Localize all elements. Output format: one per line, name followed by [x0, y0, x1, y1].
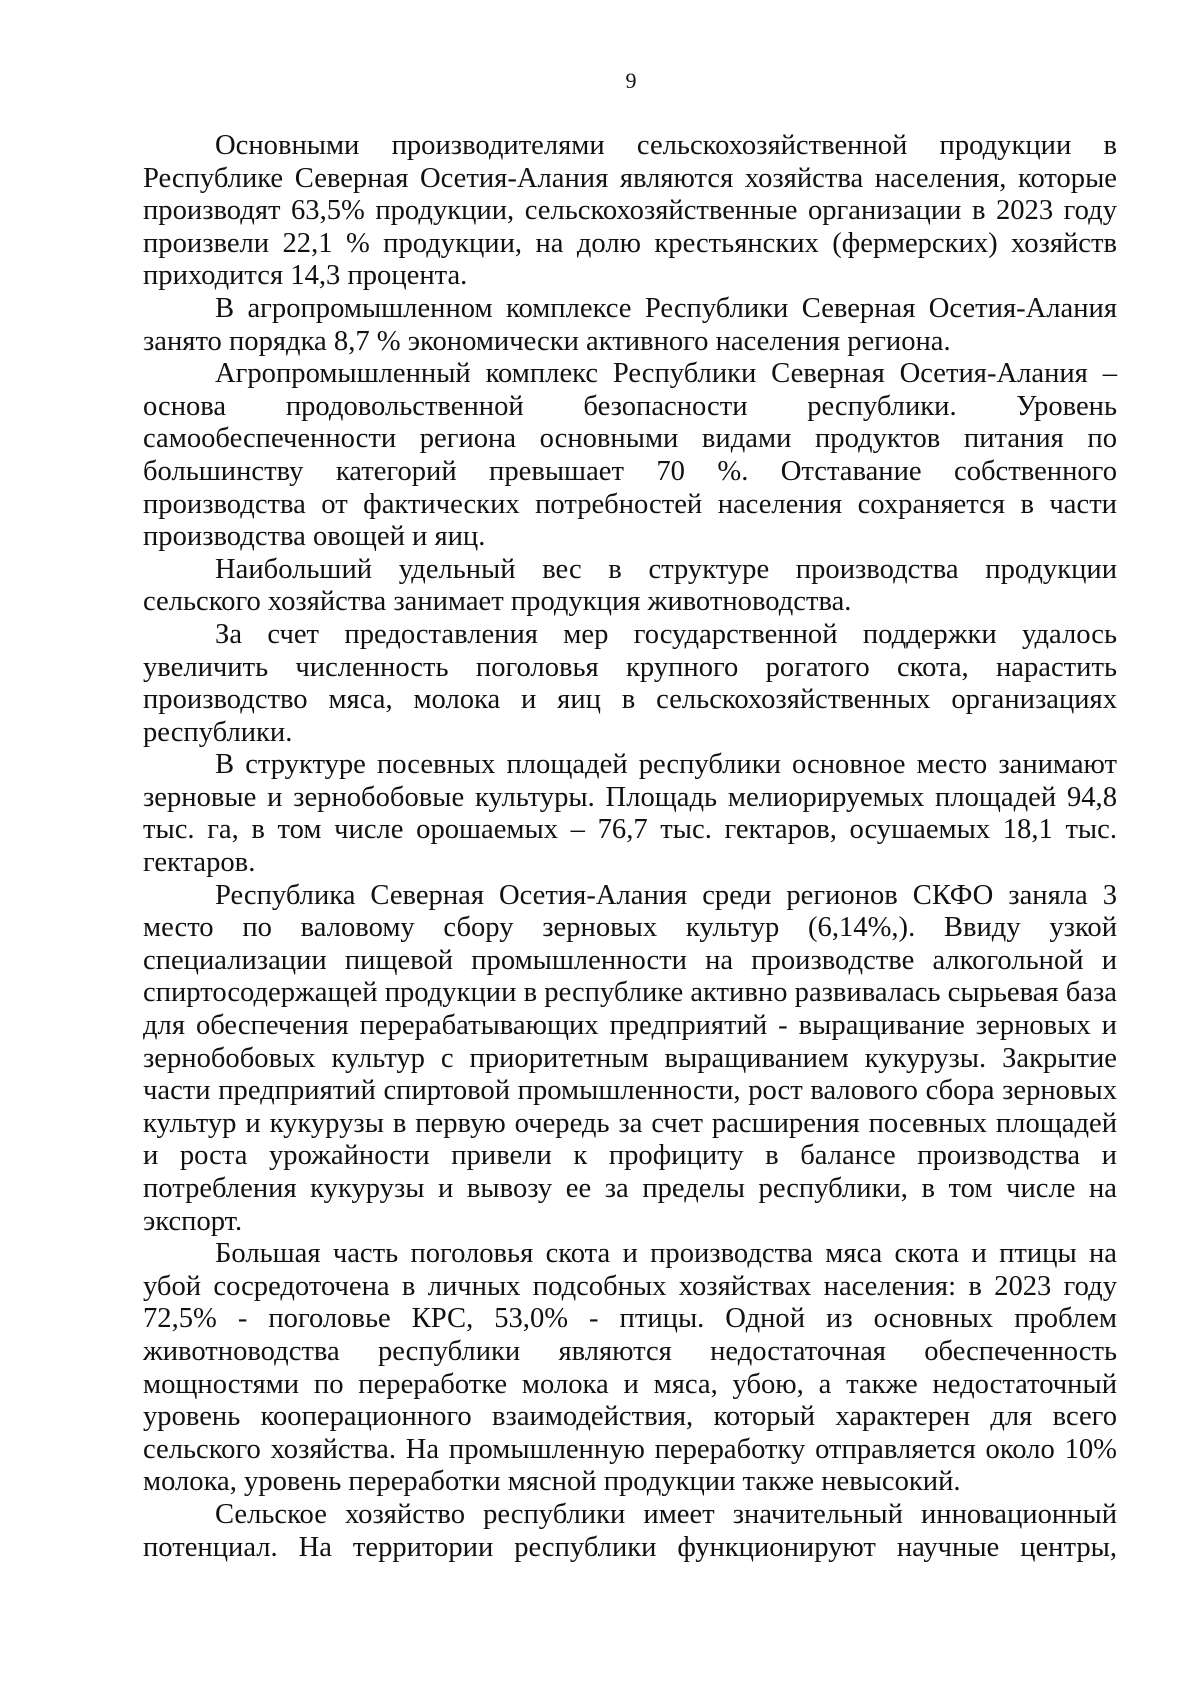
paragraph-sown-areas: В структуре посевных площадей республики основное место занимают зерновые и зернобобовые культуры. Площадь мелиорируемых площадей 94,8 тыс. га, в том числе орошаемых – 76,7 тыс. гектаров, осушаемых 18,1 тыс. гектаров.: [143, 749, 1117, 879]
paragraph-food-security: Агропромышленный комплекс Республики Северная Осетия-Алания – основа продовольственной безопасности республики. Уровень самообеспеченности региона основными видами продуктов питания по большинству категорий превышает 70 %. Отставание собственного производства от фактических потребностей населения сохраняется в части производства овощей и яиц.: [143, 358, 1117, 553]
paragraph-employment: В агропромышленном комплексе Республики Северная Осетия-Алания занято порядка 8,7 % экономически активного населения региона.: [143, 292, 1117, 357]
document-body: [143, 130, 1117, 1564]
paragraph-producers: Основными производителями сельскохозяйственной продукции в Республике Северная Осетия-Алания являются хозяйства населения, которые производят 63,5% продукции, сельскохозяйственные организации в 2023 году произвели 22,1 % продукции, на долю крестьянских (фермерских) хозяйств приходится 14,3 процента.: [143, 130, 1117, 292]
page-number: 9: [625, 68, 637, 93]
paragraph-innovation: Сельское хозяйство республики имеет значительный инновационный потенциал. На территории республики функционируют научные центры,: [143, 1498, 1117, 1563]
paragraph-private-households: Большая часть поголовья скота и производства мяса скота и птицы на убой сосредоточена в личных подсобных хозяйствах населения: в 2023 году 72,5% - поголовье КРС, 53,0% - птицы. Одной из основных проблем животноводства республики являются недостаточная обеспеченность мощностями по переработке молока и мяса, убою, а также недостаточный уровень кооперационного взаимодействия, который характерен для всего сельского хозяйства. На промышленную переработку отправляется около 10% молока, уровень переработки мясной продукции также невысокий.: [143, 1238, 1117, 1498]
paragraph-grain-harvest: Республика Северная Осетия-Алания среди регионов СКФО заняла 3 место по валовому сбору зерновых культур (6,14%,). Ввиду узкой специализации пищевой промышленности на производстве алкогольной и спиртосодержащей продукции в республике активно развивалась сырьевая база для обеспечения перерабатывающих предприятий - выращивание зерновых и зернобобовых культур с приоритетным выращиванием кукурузы. Закрытие части предприятий спиртовой промышленности, рост валового сбора зерновых культур и кукурузы в первую очередь за счет расширения посевных площадей и роста урожайности привели к профициту в балансе производства и потребления кукурузы и вывозу ее за пределы республики, в том числе на экспорт.: [143, 879, 1117, 1237]
paragraph-state-support: За счет предоставления мер государственной поддержки удалось увеличить численность поголовья крупного рогатого скота, нарастить производство мяса, молока и яиц в сельскохозяйственных организациях республики.: [143, 618, 1117, 748]
paragraph-livestock-share: Наибольший удельный вес в структуре производства продукции сельского хозяйства занимает продукция животноводства.: [143, 553, 1117, 618]
